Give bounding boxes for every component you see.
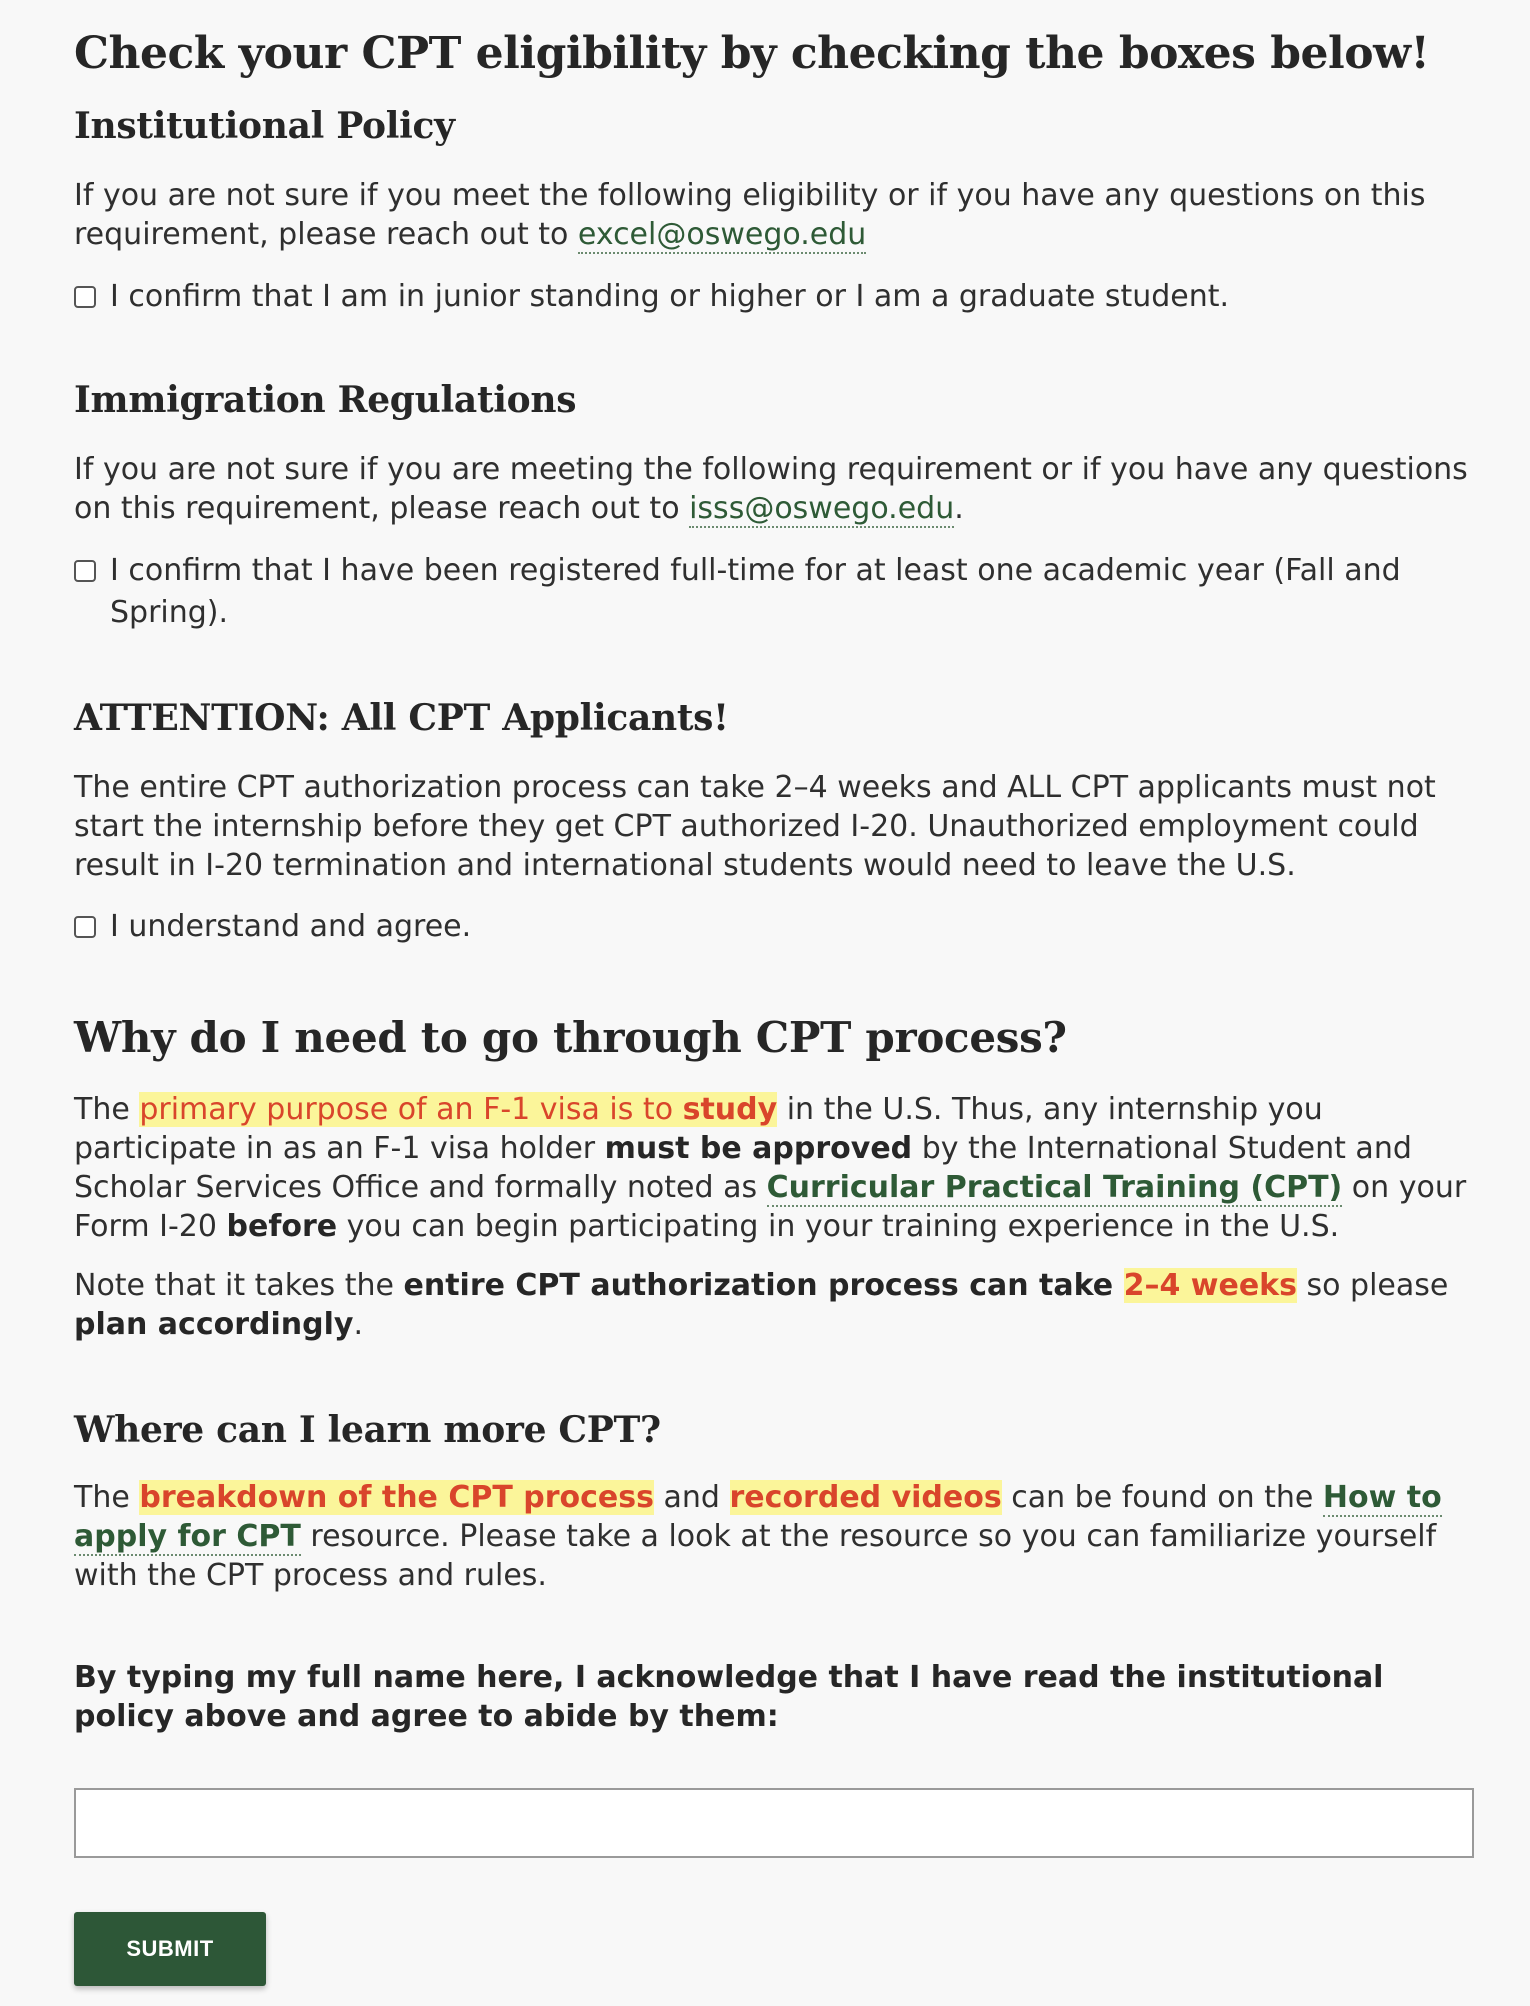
attention-text: The entire CPT authorization process can take 2–4 weeks and ALL CPT applicants must not start the internship before they get CPT authorized I-20. Unauthorized employment could result in I-20 termination and international students would need to leave the U.S.	[74, 770, 1436, 883]
page-title: Check your CPT eligibility by checking the boxes below!	[74, 28, 1430, 79]
attention-heading: ATTENTION: All CPT Applicants!	[74, 697, 729, 739]
full-time-checkbox-row[interactable]	[74, 550, 1474, 634]
why-cpt-paragraph	[74, 1090, 1474, 1246]
full-time-label: I confirm that I have been registered full-time for at least one academic year (Fall and Spring).	[110, 553, 1401, 630]
f1-purpose-highlight	[139, 1092, 777, 1127]
why-text: you can begin participating in your training experience in the U.S.	[337, 1209, 1340, 1244]
learn-more-paragraph	[74, 1478, 1474, 1595]
plan-text: .	[353, 1307, 363, 1342]
why-text: by the International Student and Scholar Services Office and formally noted as	[74, 1131, 1412, 1205]
plan-accordingly-paragraph	[74, 1266, 1474, 1344]
immigration-text	[74, 450, 1474, 528]
learn-text: resource. Please take a look at the resource so you can familiarize yourself with the CPT process and rules.	[74, 1519, 1437, 1593]
acknowledge-label: By typing my full name here, I acknowledge that I have read the institutional policy above and agree to abide by them:	[74, 1660, 1384, 1734]
before-bold: before	[226, 1209, 338, 1244]
isss-email-link[interactable]: isss@oswego.edu	[689, 491, 955, 526]
why-text: in the U.S. Thus, any internship you participate in as an F-1 visa holder	[74, 1092, 1323, 1166]
why-text: The	[74, 1092, 140, 1127]
plan-text: Note that it takes the	[74, 1268, 404, 1303]
excel-email-link[interactable]: excel@oswego.edu	[577, 217, 867, 252]
understand-agree-label: I understand and agree.	[110, 909, 472, 944]
understand-agree-checkbox[interactable]	[74, 916, 96, 938]
junior-standing-checkbox[interactable]	[74, 286, 96, 308]
understand-agree-checkbox-row[interactable]	[74, 906, 1474, 948]
breakdown-highlight: breakdown of the CPT process	[139, 1480, 654, 1515]
plan-text: so please	[1297, 1268, 1449, 1303]
process-bold: entire CPT authorization process can take	[403, 1268, 1124, 1303]
plan-bold: plan accordingly	[74, 1307, 354, 1342]
institutional-policy-heading: Institutional Policy	[74, 105, 455, 147]
highlight-text: primary purpose of an F-1 visa is to	[139, 1092, 683, 1127]
junior-standing-checkbox-row[interactable]	[74, 276, 1474, 318]
institutional-text: If you are not sure if you meet the following eligibility or if you have any questions on this requirement, please reach out to	[74, 178, 1426, 252]
must-be-approved: must be approved	[604, 1131, 913, 1166]
weeks-highlight: 2–4 weeks	[1123, 1268, 1297, 1303]
submit-button[interactable]: SUBMIT	[74, 1912, 266, 1986]
full-name-input[interactable]	[74, 1788, 1474, 1858]
learn-text: The	[74, 1480, 140, 1515]
videos-highlight: recorded videos	[729, 1480, 1002, 1515]
cpt-link[interactable]: Curricular Practical Training (CPT)	[766, 1170, 1343, 1205]
highlight-study: study	[682, 1092, 778, 1127]
immigration-text-after: .	[954, 491, 964, 526]
how-to-apply-link[interactable]: How to apply for CPT	[74, 1480, 1442, 1554]
learn-more-heading: Where can I learn more CPT?	[74, 1409, 661, 1451]
junior-standing-label: I confirm that I am in junior standing or higher or I am a graduate student.	[110, 279, 1230, 314]
why-cpt-heading: Why do I need to go through CPT process?	[74, 1013, 1067, 1062]
learn-text: and	[654, 1480, 730, 1515]
immigration-regulations-heading: Immigration Regulations	[74, 379, 577, 421]
immigration-text-before: If you are not sure if you are meeting the following requirement or if you have any questions on this requirement, please reach out to	[74, 452, 1468, 526]
why-text: on your Form I-20	[74, 1170, 1467, 1244]
institutional-policy-text	[74, 176, 1474, 254]
learn-text: can be found on the	[1001, 1480, 1323, 1515]
full-time-checkbox[interactable]	[74, 560, 96, 582]
